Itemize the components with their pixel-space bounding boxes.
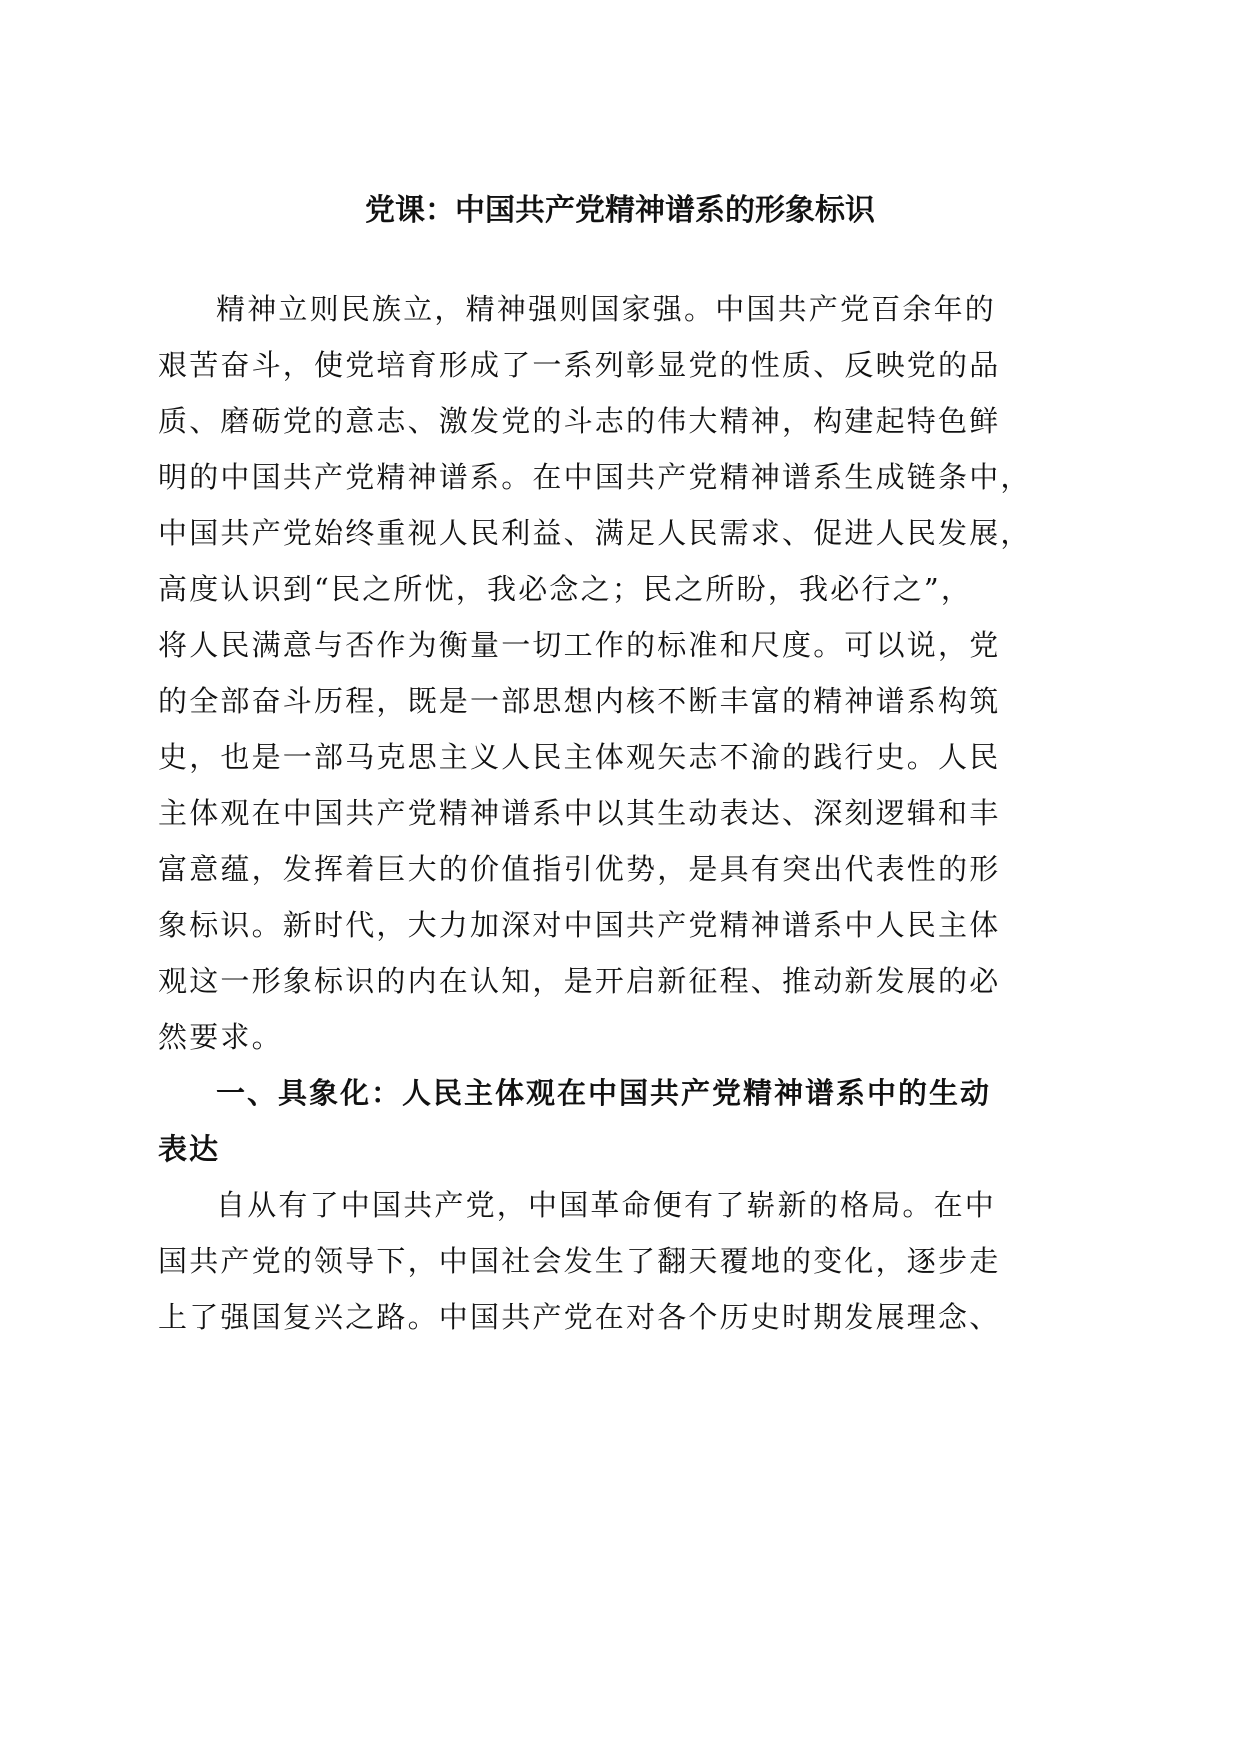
paragraph-1-line: 质、磨砺党的意志、激发党的斗志的伟大精神，构建起特色鲜: [158, 404, 1001, 438]
paragraph-1-line: 富意蕴，发挥着巨大的价值指引优势，是具有突出代表性的形: [158, 852, 1001, 886]
document-title: 党课：中国共产党精神谱系的形象标识: [365, 193, 875, 228]
paragraph-1-line: 主体观在中国共产党精神谱系中以其生动表达、深刻逻辑和丰: [158, 796, 1001, 830]
paragraph-1-line: 史，也是一部马克思主义人民主体观矢志不渝的践行史。人民: [158, 740, 1001, 774]
paragraph-1-line: 象标识。新时代，大力加深对中国共产党精神谱系中人民主体: [158, 908, 1001, 942]
paragraph-1-line: 精神立则民族立，精神强则国家强。中国共产党百余年的: [216, 292, 997, 326]
paragraph-1-line: 然要求。: [158, 1020, 283, 1054]
paragraph-1-line: 明的中国共产党精神谱系。在中国共产党精神谱系生成链条中，: [158, 460, 1032, 494]
paragraph-1-line: 中国共产党始终重视人民利益、满足人民需求、促进人民发展，: [158, 516, 1032, 550]
paragraph-1-line: 的全部奋斗历程，既是一部思想内核不断丰富的精神谱系构筑: [158, 684, 1001, 718]
section-heading-line: 一、具象化：人民主体观在中国共产党精神谱系中的生动: [216, 1076, 992, 1110]
paragraph-2-line: 上了强国复兴之路。中国共产党在对各个历史时期发展理念、: [158, 1300, 1001, 1334]
paragraph-1-line: 艰苦奋斗，使党培育形成了一系列彰显党的性质、反映党的品: [158, 348, 1001, 382]
paragraph-1-line: 将人民满意与否作为衡量一切工作的标准和尺度。可以说，党: [158, 628, 1001, 662]
paragraph-1-line: 高度认识到“民之所忧，我必念之；民之所盼，我必行之”，: [158, 572, 973, 606]
paragraph-2-line: 国共产党的领导下，中国社会发生了翻天覆地的变化，逐步走: [158, 1244, 1001, 1278]
section-heading-line: 表达: [158, 1132, 221, 1166]
paragraph-2-line: 自从有了中国共产党，中国革命便有了崭新的格局。在中: [216, 1188, 997, 1222]
paragraph-1-line: 观这一形象标识的内在认知，是开启新征程、推动新发展的必: [158, 964, 1001, 998]
